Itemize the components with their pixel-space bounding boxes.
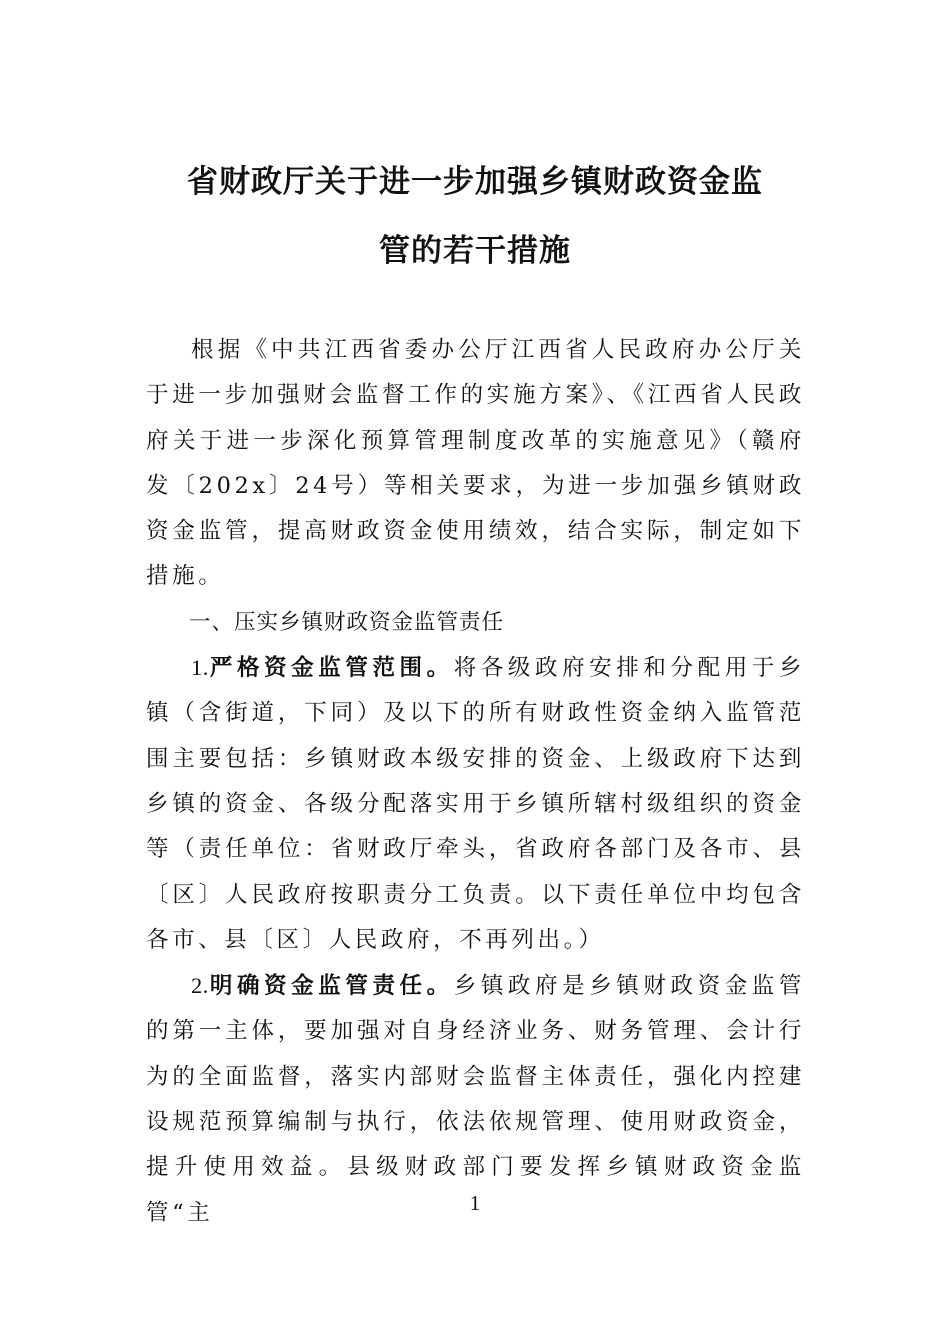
document-title-line-2: 管的若干措施 (379, 233, 571, 269)
item-1-text: 将各级政府安排和分配用于乡镇（含街道，下同）及以下的所有财政性资金纳入监管范围主要包括：乡镇财政本级安排的资金、上级政府下达到乡镇的资金、各级分配落实用于乡镇所辖村级组织的资金等（责任单位：省财政厅牵头，省政府各部门及各市、县〔区〕人民政府按职责分工负责。以下责任单位中均包含各市、县〔区〕人民政府，不再列出。） (146, 655, 805, 953)
item-2-lead: 明确资金监管责任。 (208, 973, 454, 1000)
item-1-lead: 严格资金监管范围。 (208, 655, 454, 682)
item-2-number: 2. (191, 973, 209, 999)
item-2-text: 乡镇政府是乡镇财政资金监管的第一主体，要加强对自身经济业务、财务管理、会计行为的全面监督，落实内部财会监督主体责任，强化内控建设规范预算编制与执行，依法依规管理、使用财政资金，提升使用效益。县级财政部门要发挥乡镇财政资金监管“主 (146, 973, 805, 1226)
item-1-number: 1. (191, 655, 209, 681)
document-title-line-1: 省财政厅关于进一步加强乡镇财政资金监 (187, 164, 763, 200)
item-1-paragraph (146, 645, 805, 963)
section-1-heading: 一、压实乡镇财政资金监管责任 (189, 609, 505, 635)
intro-paragraph: 根据《中共江西省委办公厅江西省人民政府办公厅关于进一步加强财会监督工作的实施方案》、《江西省人民政府关于进一步深化预算管理制度改革的实施意见》（赣府发〔202x〕24号）等相关要求，为进一步加强乡镇财政资金监管，提高财政资金使用绩效，结合实际，制定如下措施。 (146, 337, 805, 590)
document-body (146, 328, 805, 1236)
page-number: 1 (469, 1191, 481, 1215)
